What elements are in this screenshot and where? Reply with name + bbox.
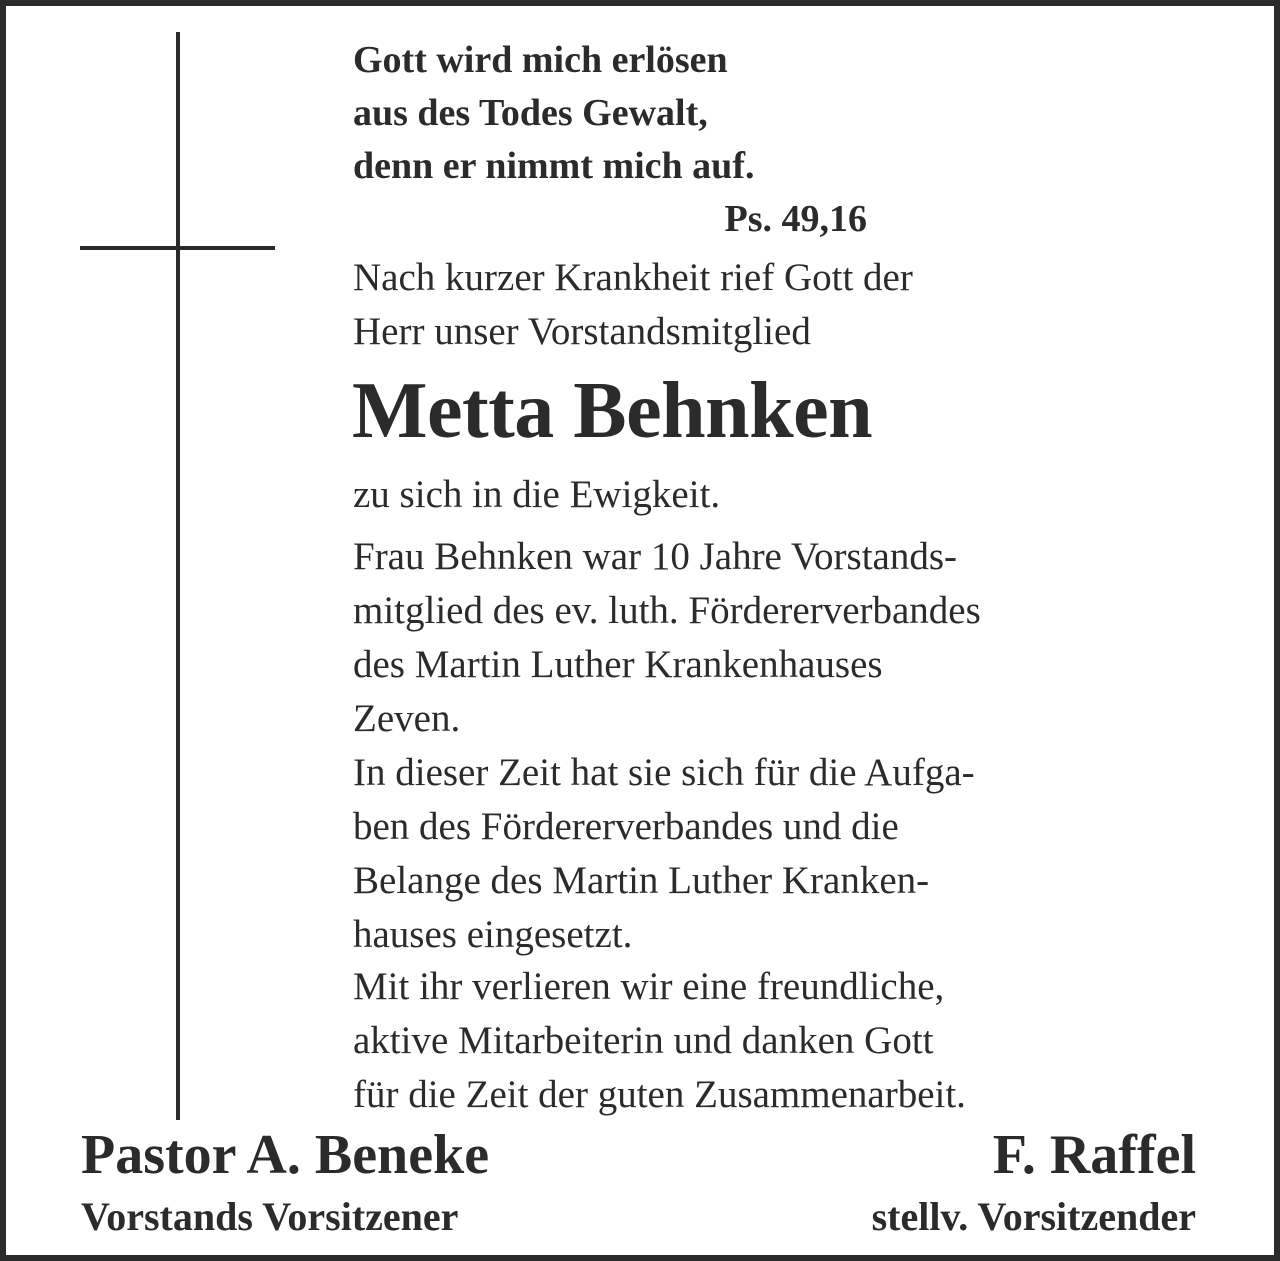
- signatory-name: F. Raffel: [992, 1124, 1196, 1186]
- cross-horizontal-bar: [80, 246, 275, 250]
- closing-line: aktive Mitarbeiterin und danken Gott: [353, 1019, 934, 1062]
- verse-line: Gott wird mich erlösen: [353, 39, 728, 81]
- closing-line: Mit ihr verlieren wir eine freundliche,: [353, 965, 945, 1008]
- signatory-name: Pastor A. Beneke: [81, 1124, 490, 1186]
- signatory-role: Vorstands Vorsitzener: [81, 1194, 459, 1239]
- bio-line: Frau Behnken war 10 Jahre Vorstands-: [353, 535, 958, 578]
- signature-left: [81, 1123, 489, 1241]
- verse-line: denn er nimmt mich auf.: [353, 145, 755, 187]
- intro-line: Herr unser Vorstandsmitglied: [353, 310, 811, 353]
- closing-text: [353, 960, 966, 1122]
- intro-line: Nach kurzer Krankheit rief Gott der: [353, 256, 913, 299]
- deceased-name: Metta Behnken: [352, 367, 873, 455]
- cross-vertical-bar: [176, 32, 180, 1120]
- bible-verse: [353, 34, 873, 246]
- closing-line: für die Zeit der guten Zusammenarbeit.: [353, 1073, 966, 1116]
- signature-right: [872, 1123, 1196, 1241]
- bio-line: des Martin Luther Krankenhauses: [353, 643, 883, 686]
- verse-reference: Ps. 49,16: [724, 198, 867, 240]
- biography-text: [353, 530, 981, 962]
- eternity-text: zu sich in die Ewigkeit.: [353, 473, 721, 516]
- bio-line: Belange des Martin Luther Kranken-: [353, 859, 930, 902]
- eternity-line: [353, 468, 720, 522]
- signatory-role: stellv. Vorsitzender: [871, 1194, 1196, 1239]
- bio-line: In dieser Zeit hat sie sich für die Aufga-: [353, 751, 975, 794]
- bio-line: Zeven.: [353, 697, 461, 740]
- bio-line: hauses eingesetzt.: [353, 913, 633, 956]
- bio-line: mitglied des ev. luth. Fördererverbandes: [353, 589, 981, 632]
- verse-line: aus des Todes Gewalt,: [353, 92, 708, 134]
- intro-text: [353, 251, 913, 359]
- bio-line: ben des Fördererverbandes und die: [353, 805, 899, 848]
